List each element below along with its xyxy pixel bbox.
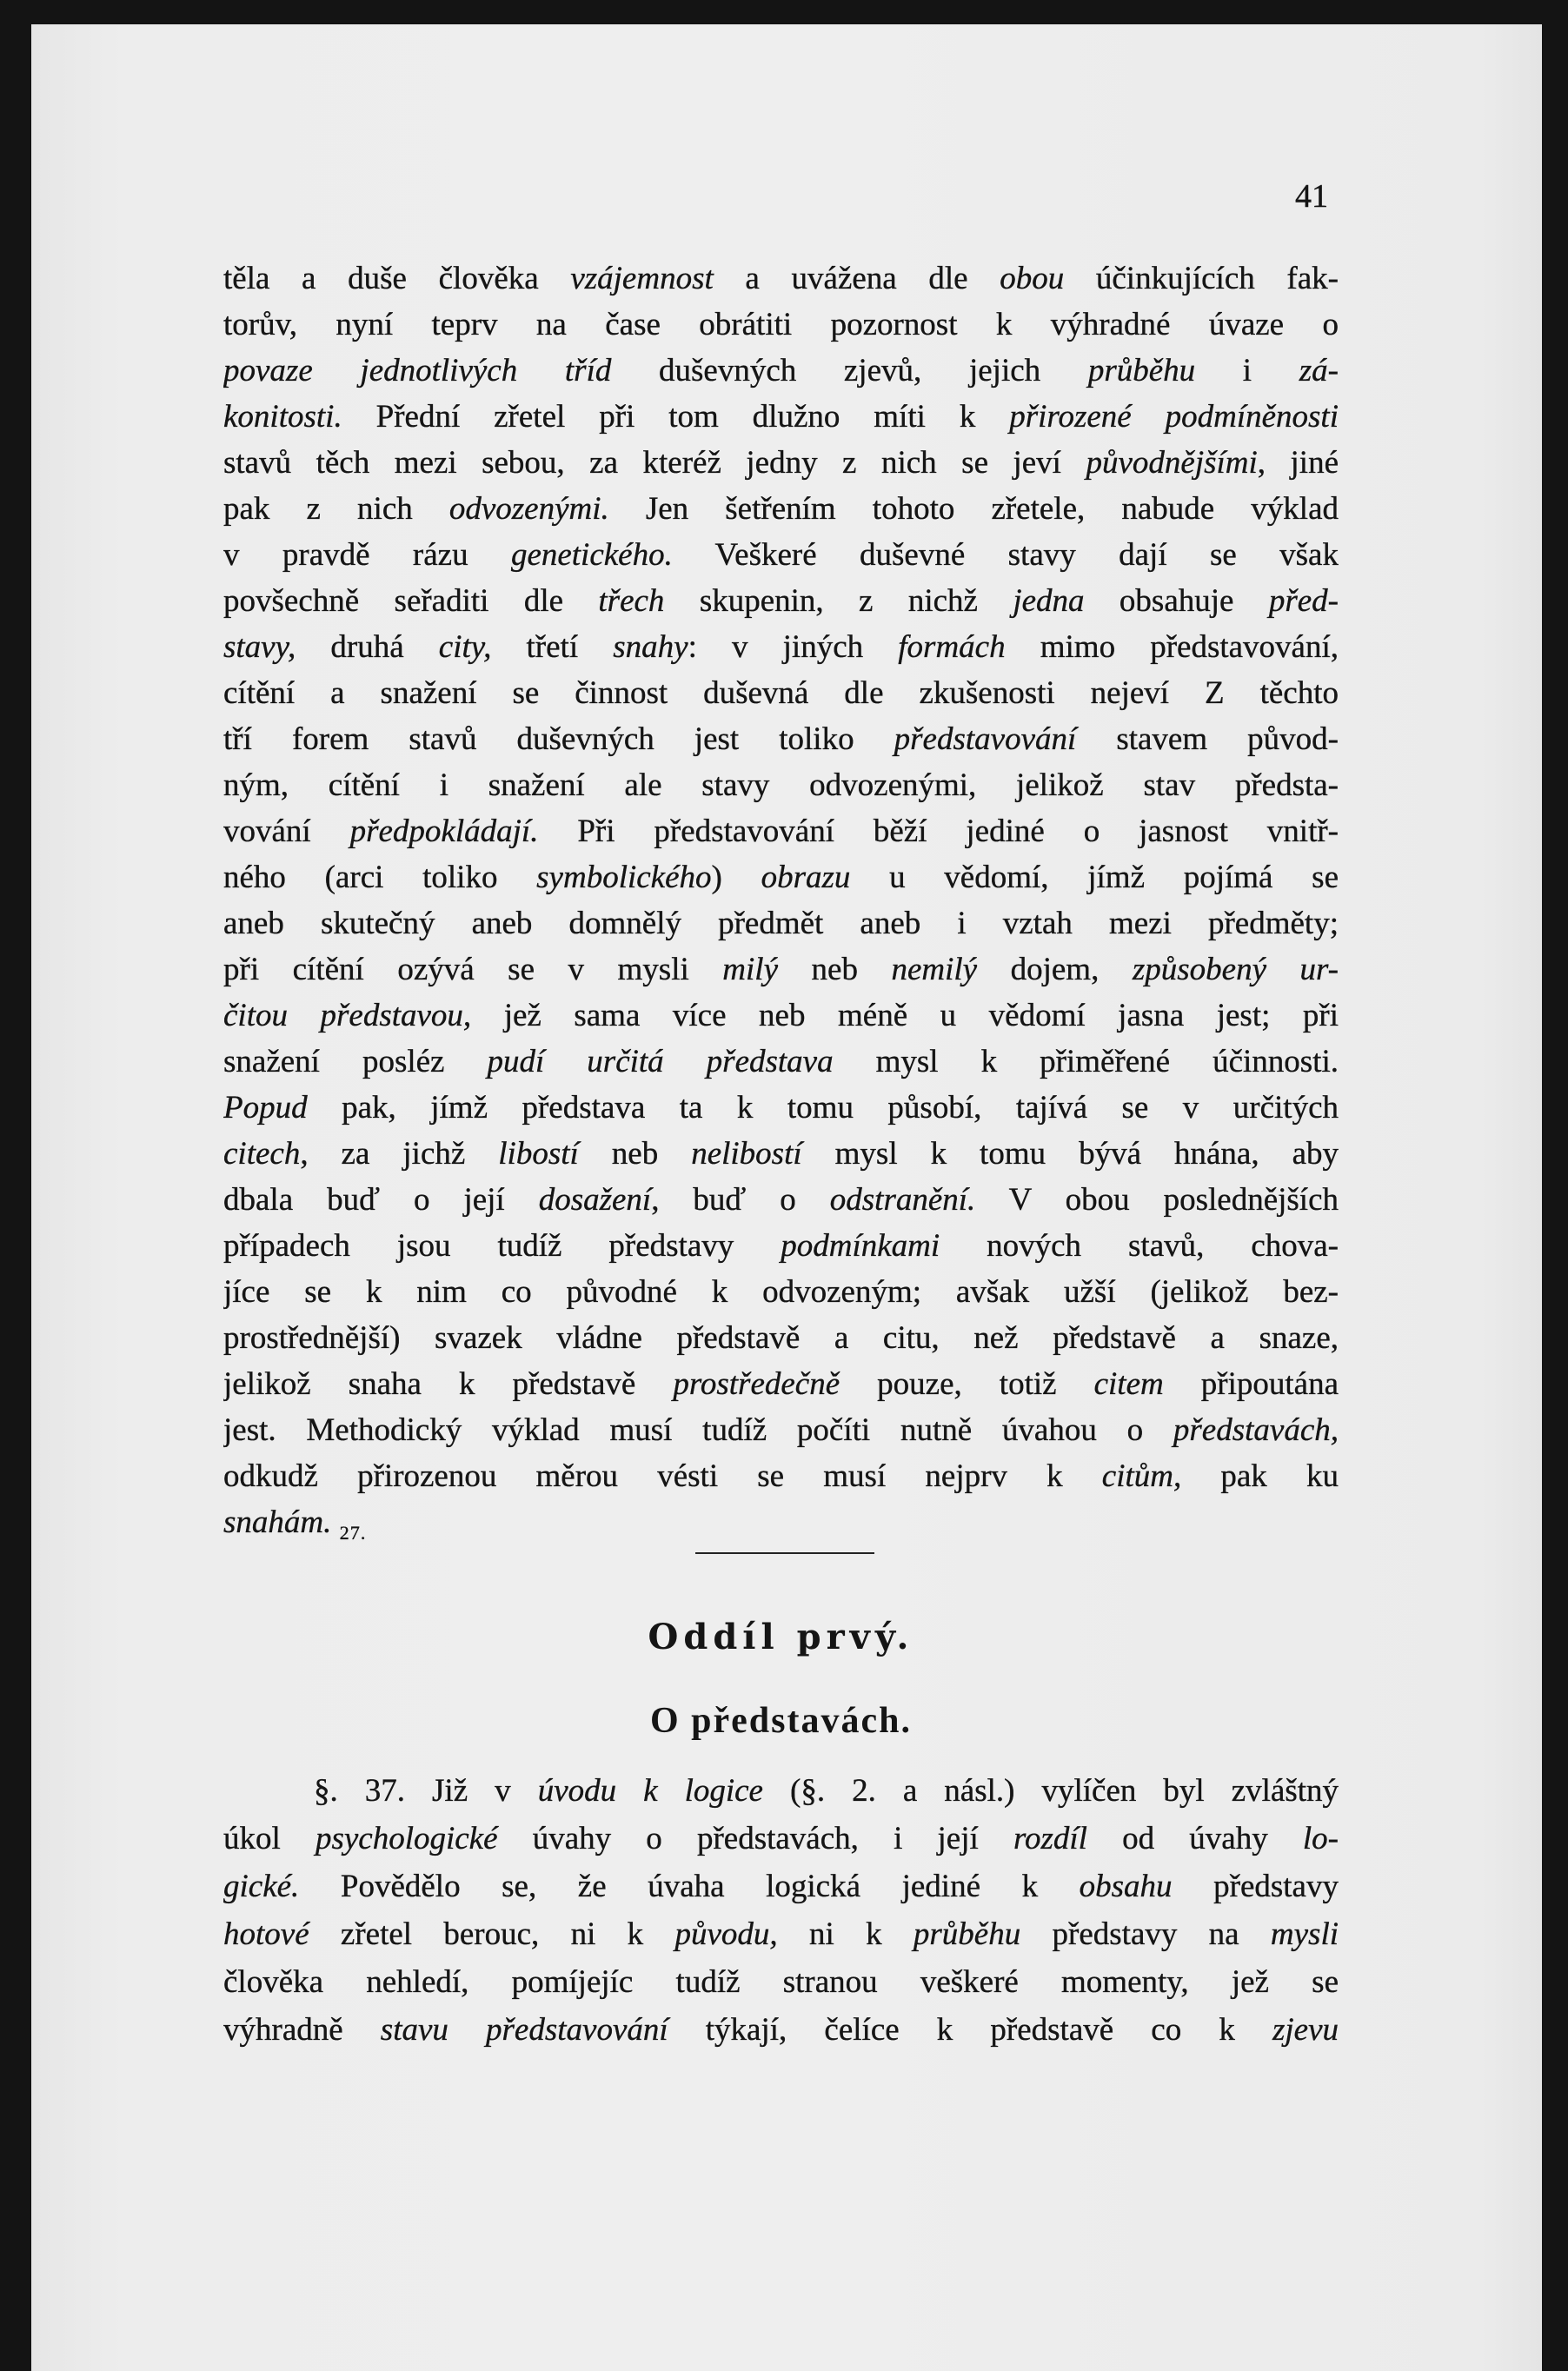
emphasized-text: původu,: [674, 1916, 778, 1952]
emphasized-text: podmínkami: [781, 1228, 940, 1264]
text-line: [223, 716, 1339, 762]
text-line: [223, 578, 1339, 624]
text-run: a uvážena dle: [713, 261, 1000, 296]
text-run: týkají, čelíce k představě co k: [668, 2012, 1272, 2048]
text-run: nových stavů, chova-: [940, 1228, 1339, 1264]
text-line: [223, 946, 1339, 993]
section-divider: [695, 1552, 874, 1554]
text-run: torův, nyní teprv na čase obrátiti pozornost k výhradné úvaze o: [223, 307, 1339, 342]
text-run: u vědomí, jímž pojímá se: [850, 860, 1339, 895]
emphasized-text: hotové: [223, 1916, 309, 1952]
text-run: skupenin, z nichž: [664, 583, 1013, 619]
text-line: [223, 302, 1339, 348]
text-run: pak z nich: [223, 491, 449, 527]
text-line: [223, 532, 1339, 578]
text-run: Jen šetřením tohoto zřetele, nabude výklad: [608, 491, 1339, 527]
text-run: Při představování běží jediné o jasnost vnitř-: [538, 814, 1339, 849]
text-line: [223, 1269, 1339, 1315]
text-run: Povědělo se, že úvaha logická jediné k: [299, 1869, 1080, 1904]
text-run: cítění a snažení se činnost duševná dle zkušenosti nejeví Z těchto: [223, 675, 1339, 711]
text-run: Veškeré duševné stavy dají se však: [672, 537, 1339, 573]
emphasized-text: libostí: [498, 1136, 579, 1172]
text-run: případech jsou tudíž představy: [223, 1228, 781, 1264]
text-line: [223, 486, 1339, 532]
text-line: [223, 900, 1339, 946]
text-run: odkudž přirozenou měrou vésti se musí nejprv k: [223, 1458, 1102, 1494]
emphasized-text: Popud: [223, 1090, 308, 1126]
text-run: úkol: [223, 1821, 316, 1856]
text-line: [223, 1958, 1339, 2006]
emphasized-text: prostředečně: [673, 1366, 840, 1402]
text-run: zřetel berouc, ni k: [309, 1916, 675, 1952]
text-line: [223, 1499, 1339, 1545]
emphasized-text: způsobený ur-: [1132, 952, 1339, 987]
text-run: třetí: [491, 629, 614, 665]
text-line: [223, 1131, 1339, 1177]
text-run: V obou poslednějších: [975, 1182, 1339, 1218]
text-run: §. 37. Již v: [314, 1773, 538, 1809]
emphasized-text: formách: [898, 629, 1006, 665]
emphasized-text: vzájemnost: [570, 261, 714, 296]
text-run: neb: [578, 1136, 692, 1172]
text-run: tří forem stavů duševných jest toliko: [223, 721, 894, 757]
text-line: [223, 993, 1339, 1039]
emphasized-text: nelibostí: [691, 1136, 802, 1172]
emphasized-text: pudí určitá představa: [487, 1044, 834, 1079]
text-run: výhradně: [223, 2012, 381, 2048]
emphasized-text: přirozené podmíněnosti: [1009, 399, 1339, 435]
text-run: aneb skutečný aneb domnělý předmět aneb i vztah mezi předměty;: [223, 906, 1339, 941]
text-run: mysl k tomu bývá hnána, aby: [801, 1136, 1339, 1172]
text-run: dojem,: [977, 952, 1133, 987]
emphasized-text: zá-: [1299, 353, 1339, 389]
text-run: účinkujících fak-: [1064, 261, 1339, 296]
emphasized-text: lo-: [1302, 1821, 1339, 1856]
text-run: druhá: [296, 629, 439, 665]
text-run: prostřednější) svazek vládne představě a citu, než představě a snaze,: [223, 1320, 1339, 1356]
emphasized-text: jedna: [1013, 583, 1085, 619]
emphasized-text: citům,: [1101, 1458, 1182, 1494]
text-run: při cítění ozývá se v mysli: [223, 952, 723, 987]
section-text: [223, 1767, 1339, 2054]
text-run: ným, cítění i snažení ale stavy odvozenými, jelikož stav předsta-: [223, 767, 1339, 803]
text-run: jíce se k nim co původné k odvozeným; avšak užší (jelikož bez-: [223, 1274, 1339, 1310]
text-run: stavem původ-: [1076, 721, 1339, 757]
text-run: , buď o: [651, 1182, 830, 1218]
emphasized-text: stavy,: [223, 629, 296, 665]
emphasized-text: citech: [223, 1136, 301, 1172]
text-run: pak ku: [1181, 1458, 1339, 1494]
text-run: , za jichž: [300, 1136, 499, 1172]
text-run: obsahuje: [1084, 583, 1269, 619]
text-line: [223, 670, 1339, 716]
text-run: člověka nehledí, pomíjejíc tudíž stranou veškeré momenty, jež se: [223, 1964, 1339, 2000]
text-line: [223, 1815, 1339, 1863]
emphasized-text: nemilý: [891, 952, 978, 987]
text-run: úvahy o představách, i její: [497, 1821, 1013, 1856]
section-heading: Oddíl prvý.: [648, 1617, 914, 1657]
text-line: [223, 1177, 1339, 1223]
text-line: [223, 1361, 1339, 1407]
text-run: dbala buď o její: [223, 1182, 539, 1218]
body-text: [223, 256, 1339, 1545]
text-run: , jiné: [1257, 445, 1339, 481]
emphasized-text: představování: [894, 721, 1077, 757]
text-run: připoutána: [1163, 1366, 1339, 1402]
page-number: 41: [1295, 178, 1328, 215]
emphasized-text: odvozenými.: [448, 491, 609, 527]
text-line: [223, 854, 1339, 900]
text-run: : v jiných: [688, 629, 899, 665]
emphasized-text: konitosti.: [223, 399, 342, 435]
text-line: [223, 1223, 1339, 1269]
text-run: ného (arci toliko: [223, 860, 537, 895]
emphasized-text: dosažení: [538, 1182, 652, 1218]
text-run: jest. Methodický výklad musí tudíž počíti nutně úvahou o: [223, 1412, 1173, 1448]
text-line: [223, 1407, 1339, 1453]
emphasized-text: povaze jednotlivých tříd: [223, 353, 612, 389]
text-run: vování: [223, 814, 350, 849]
text-run: Přední zřetel při tom dlužno míti k: [342, 399, 1010, 435]
emphasized-text: odstranění.: [829, 1182, 976, 1218]
emphasized-text: průběhu: [913, 1916, 1021, 1952]
emphasized-text: třech: [598, 583, 665, 619]
text-run: ): [711, 860, 761, 895]
emphasized-text: snahy: [613, 629, 688, 665]
text-line: [223, 808, 1339, 854]
text-run: jelikož snaha k představě: [223, 1366, 674, 1402]
text-line: [223, 1315, 1339, 1361]
text-run: (§. 2. a násl.) vylíčen byl zvláštný: [762, 1773, 1339, 1809]
text-line: [223, 1863, 1339, 1910]
emphasized-text: zjevu: [1272, 2012, 1339, 2048]
text-run: stavů těch mezi sebou, za kteréž jedny z nich se jeví: [223, 445, 1086, 481]
emphasized-text: gické.: [223, 1869, 300, 1904]
text-line: [223, 1039, 1339, 1085]
emphasized-text: představách,: [1173, 1412, 1339, 1448]
emphasized-text: milý: [722, 952, 778, 987]
text-run: těla a duše člověka: [223, 261, 571, 296]
text-line: [223, 1910, 1339, 1958]
emphasized-text: před-: [1268, 583, 1339, 619]
reference-number: 27.: [339, 1521, 367, 1544]
text-line: [223, 348, 1339, 394]
emphasized-text: mysli: [1270, 1916, 1339, 1952]
text-run: představy na: [1020, 1916, 1271, 1952]
emphasized-text: genetického.: [510, 537, 673, 573]
emphasized-text: obrazu: [761, 860, 851, 895]
text-line: [223, 440, 1339, 486]
text-line: [223, 1767, 1339, 1815]
text-run: představy: [1172, 1869, 1339, 1904]
emphasized-text: symbolického: [536, 860, 712, 895]
emphasized-text: úvodu k logice: [537, 1773, 763, 1809]
text-line: [223, 624, 1339, 670]
emphasized-text: průběhu: [1087, 353, 1196, 389]
text-run: povšechně seřaditi dle: [223, 583, 599, 619]
emphasized-text: psychologické: [315, 1821, 498, 1856]
text-run: i: [1195, 353, 1299, 389]
text-line: [223, 394, 1339, 440]
emphasized-text: předpokládají.: [349, 814, 539, 849]
emphasized-text: obou: [1000, 261, 1065, 296]
text-run: pouze, totiž: [840, 1366, 1094, 1402]
text-run: pak, jímž představa ta k tomu působí, tajívá se v určitých: [307, 1090, 1339, 1126]
text-run: mimo představování,: [1005, 629, 1339, 665]
emphasized-text: snahám.: [223, 1504, 340, 1540]
text-run: od úvahy: [1086, 1821, 1303, 1856]
emphasized-text: city,: [438, 629, 492, 665]
text-run: v pravdě rázu: [223, 537, 511, 573]
text-run: ni k: [777, 1916, 914, 1952]
text-run: jež sama více neb méně u vědomí jasna jest; při: [471, 998, 1339, 1033]
text-run: mysl k přiměřené účinnosti.: [833, 1044, 1339, 1079]
emphasized-text: rozdíl: [1013, 1821, 1087, 1856]
emphasized-text: citem: [1093, 1366, 1164, 1402]
emphasized-text: obsahu: [1079, 1869, 1173, 1904]
text-line: [223, 256, 1339, 302]
text-line: [223, 2006, 1339, 2054]
text-line: [223, 762, 1339, 808]
text-line: [223, 1085, 1339, 1131]
section-subheading: O představách.: [650, 1701, 912, 1741]
emphasized-text: původnějšími: [1086, 445, 1258, 481]
text-run: neb: [778, 952, 892, 987]
emphasized-text: čitou představou,: [223, 998, 472, 1033]
emphasized-text: stavu představování: [380, 2012, 668, 2048]
text-run: duševných zjevů, jejich: [611, 353, 1088, 389]
text-line: [223, 1453, 1339, 1499]
text-run: snažení posléz: [223, 1044, 488, 1079]
